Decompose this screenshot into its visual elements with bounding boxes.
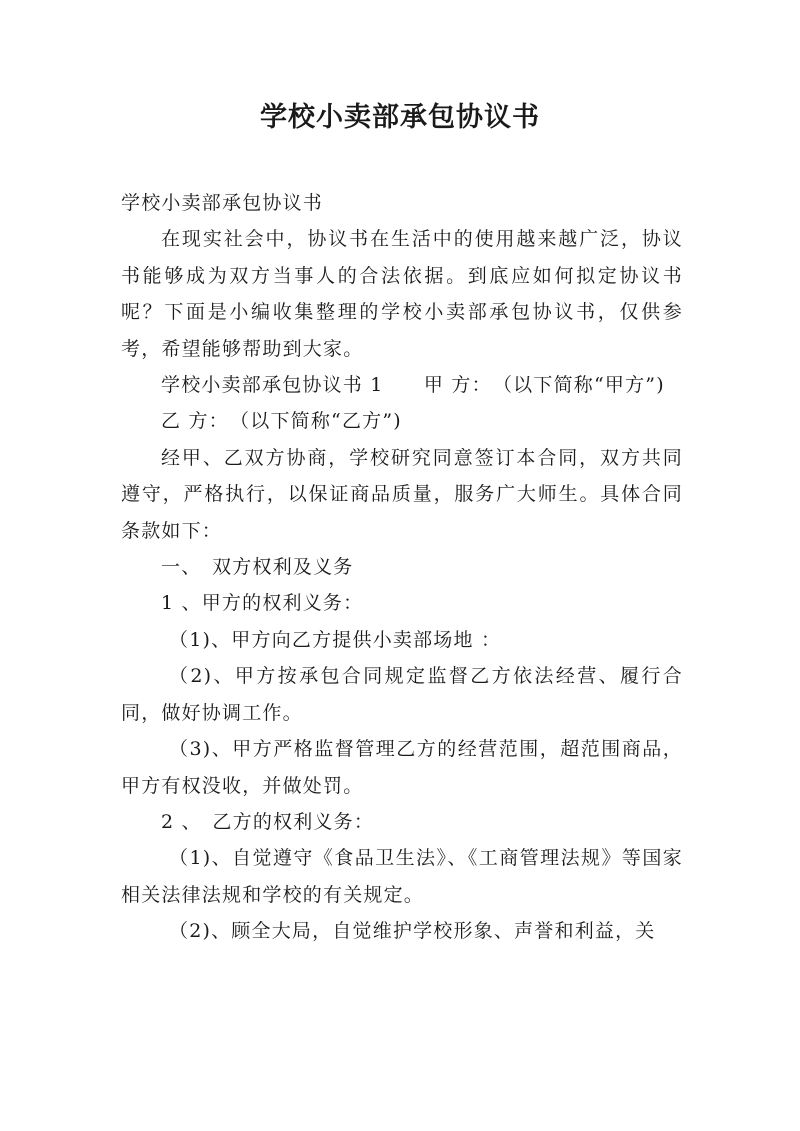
paragraph-intro: 在现实社会中，协议书在生活中的使用越来越广泛，协议书能够成为双方当事人的合法依据。到底应如何拟定协议书呢？下面是小编收集整理的学校小卖部承包协议书，仅供参考，希望能够帮助到大家。 — [121, 228, 683, 360]
clause-a-1: （1)、甲方向乙方提供小卖部场地 ： — [169, 628, 502, 651]
clause-a-2: （2)、甲方按承包合同规定监督乙方依法经营、履行合同，做好协调工作。 — [121, 665, 683, 724]
paragraph-agreement: 经甲、乙双方协商，学校研究同意签订本合同，双方共同遵守，严格执行，以保证商品质量，服务广大师生。具体合同条款如下： — [121, 446, 683, 542]
document-body — [121, 185, 683, 950]
document-title: 学校小卖部承包协议书 — [260, 102, 540, 133]
clause-b-2: （2)、顾全大局，自觉维护学校形象、声誉和利益，关 — [169, 920, 656, 943]
subsection-party-a-rights: 1 、甲方的权利义务： — [161, 592, 364, 615]
section-heading-rights: 一、 双方权利及义务 — [161, 556, 354, 579]
paragraph-party-a: 学校小卖部承包协议书 1 甲 方： （以下简称“甲方”) — [161, 374, 665, 397]
paragraph-subtitle: 学校小卖部承包协议书 — [121, 192, 324, 214]
clause-b-1: （1)、自觉遵守《食品卫生法》、《工商管理法规》等国家相关法律法规和学校的有关规定。 — [121, 847, 683, 906]
clause-a-3: （3)、甲方严格监督管理乙方的经营范围，超范围商品，甲方有权没收，并做处罚。 — [121, 738, 683, 797]
paragraph-party-b: 乙 方： （以下简称“乙方”) — [161, 410, 402, 433]
subsection-party-b-rights: 2 、 乙方的权利义务： — [161, 810, 375, 833]
